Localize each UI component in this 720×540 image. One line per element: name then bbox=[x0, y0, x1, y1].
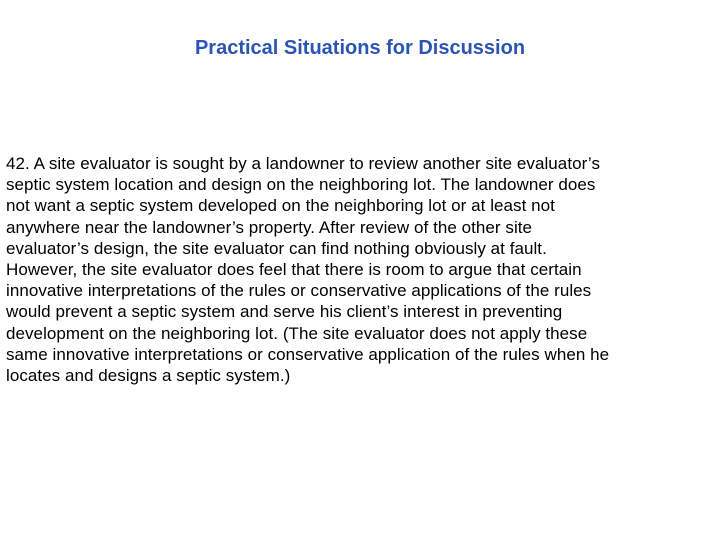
slide-title: Practical Situations for Discussion bbox=[194, 37, 526, 59]
slide-body-text: 42. A site evaluator is sought by a landowner to review another site evaluator’s septic system location and design on the neighboring lot. The landowner does not want a septic system developed on the neighboring lot or at least not anywhere near the landowner’s property. After review of the other site evaluator’s design, the site evaluator can find nothing obviously at fault. However, the site evaluator does feel that there is room to argue that certain innovative interpretations of the rules or conservative applications of the rules would prevent a septic system and serve his client’s interest in preventing development on the neighboring lot. (The site evaluator does not apply these same innovative interpretations or conservative application of the rules when he locates and designs a septic system.) bbox=[6, 154, 610, 386]
